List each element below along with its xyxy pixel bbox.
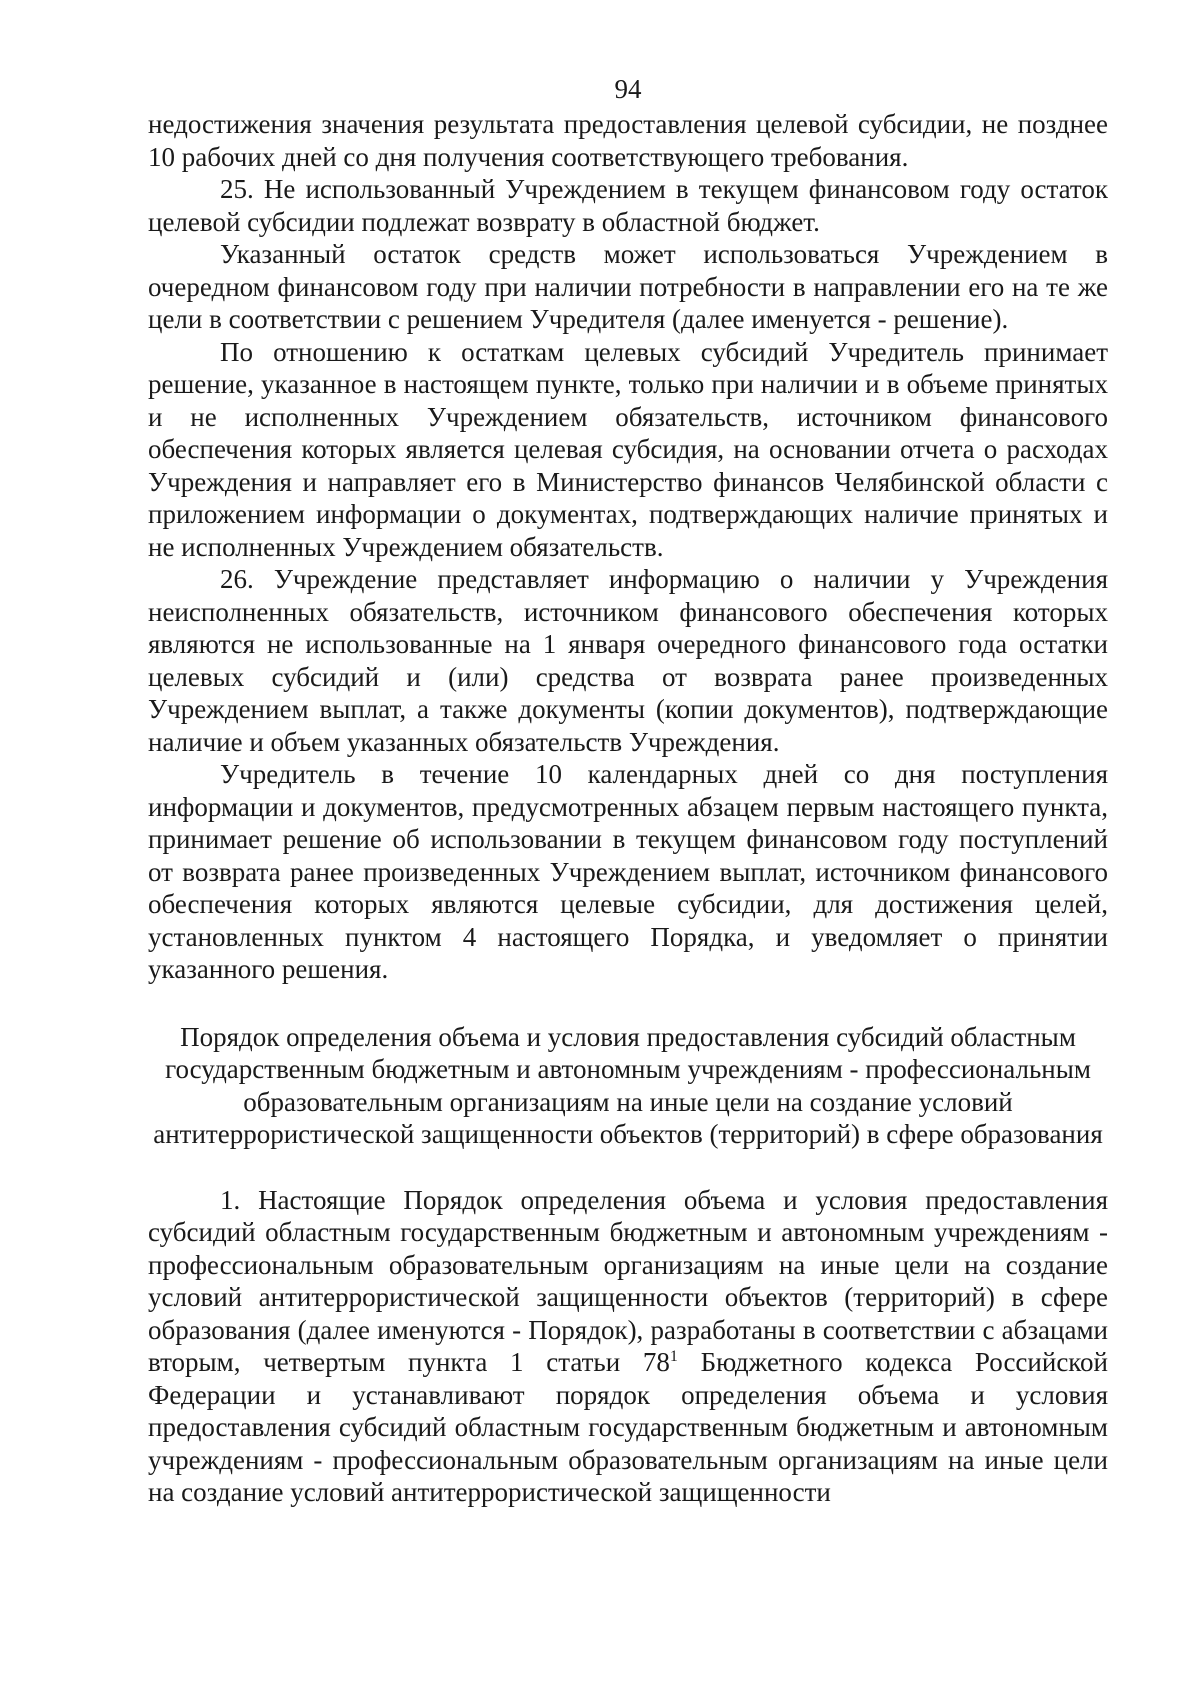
page-number: 94 <box>614 74 642 104</box>
paragraph-continuation: недостижения значения результата предоставления целевой субсидии, не позднее 10 рабочих дней со дня получения соответствующего требования. <box>148 109 1108 172</box>
paragraph-founder-decision: По отношению к остаткам целевых субсидий Учредитель принимает решение, указанное в настоящем пункте, только при наличии и в объеме принятых и не исполненных Учреждением обязательств, источником финансового обеспечения которых является целевая субсидия, на основании отчета о расходах Учреждения и направляет его в Министерство финансов Челябинской области с приложением информации о документах, подтверждающих наличие принятых и не исполненных Учреждением обязательств. <box>148 336 1108 562</box>
paragraph-item-26: 26. Учреждение представляет информацию о наличии у Учреждения неисполненных обязательств, источником финансового обеспечения которых являются не использованные на 1 января очередного финансового года остатки целевых субсидий и (или) средства от возврата ранее произведенных Учреждением выплат, а также документы (копии документов), подтверждающие наличие и объем указанных обязательств Учреждения. <box>148 564 1108 757</box>
paragraph-item-1 <box>148 1184 1108 1509</box>
paragraph-item-1-text-a: 1. Настоящие Порядок определения объема и условия предоставления субсидий областным государственным бюджетным и автономным учреждениям - профессиональным образовательным организациям на иные цели на создание условий антитеррористической защищенности объектов (территорий) в сфере образования (далее именуются - Порядок), разработаны в соответствии с абзацами вторым, четвертым пункта 1 статьи 78 <box>148 1184 1108 1377</box>
section-heading: Порядок определения объема и условия предоставления субсидий областным государственным бюджетным и автономным учреждениям - профессиональным образовательным организациям на иные цели на создание условий антитеррористической защищенности объектов (территорий) в сфере образования <box>153 1021 1103 1149</box>
paragraph-item-1-text-b: Бюджетного кодекса Российской Федерации и устанавливают порядок определения объема и условия предоставления субсидий областным государственным бюджетным и автономным учреждениям - профессиональным образовательным организациям на иные цели на создание условий антитеррористической защищенности <box>148 1347 1108 1507</box>
paragraph-item-25: 25. Не использованный Учреждением в текущем финансовом году остаток целевой субсидии подлежат возврату в областной бюджет. <box>148 174 1108 237</box>
superscript-footnote: 1 <box>669 1348 678 1365</box>
paragraph-founder-deadline: Учредитель в течение 10 календарных дней со дня поступления информации и документов, предусмотренных абзацем первым настоящего пункта, принимает решение об использовании в текущем финансовом году поступлений от возврата ранее произведенных Учреждением выплат, источником финансового обеспечения которых являются целевые субсидии, для достижения целей, установленных пунктом 4 настоящего Порядка, и уведомляет о принятии указанного решения. <box>148 759 1108 984</box>
paragraph-remainder-usage: Указанный остаток средств может использоваться Учреждением в очередном финансовом году при наличии потребности в направлении его на те же цели в соответствии с решением Учредителя (далее именуется - решение). <box>148 239 1108 334</box>
